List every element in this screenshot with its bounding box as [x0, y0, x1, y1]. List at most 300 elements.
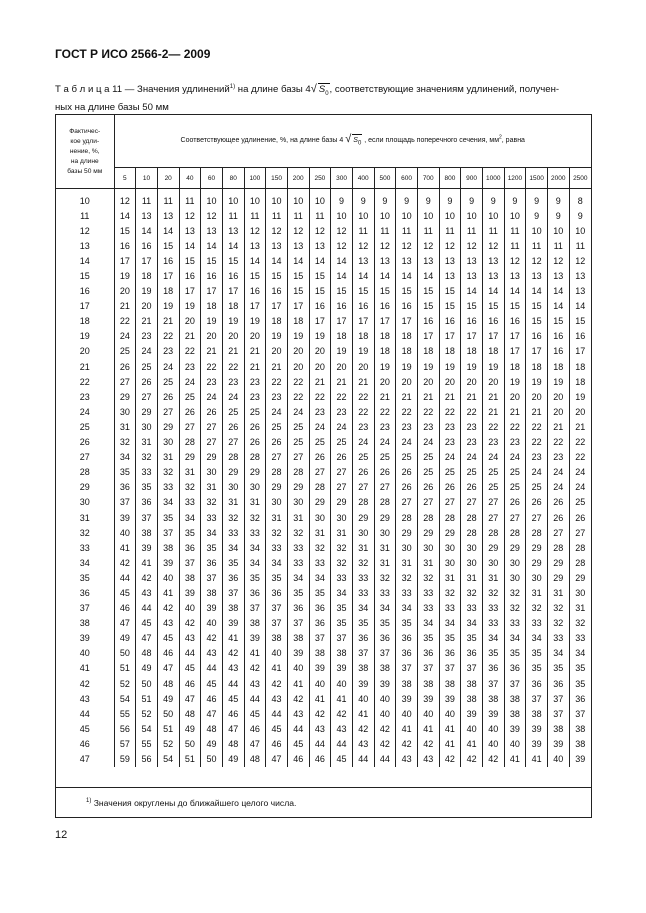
corresponding-elongation-cell: 40: [547, 751, 569, 766]
corresponding-elongation-cell: 39: [417, 691, 439, 706]
corresponding-elongation-cell: 38: [547, 721, 569, 736]
corresponding-elongation-cell: 50: [114, 646, 136, 661]
actual-elongation-cell: 33: [56, 540, 114, 555]
corresponding-elongation-cell: 20: [309, 344, 331, 359]
corresponding-elongation-cell: 32: [374, 570, 396, 585]
corresponding-elongation-cell: 30: [439, 540, 461, 555]
corresponding-elongation-cell: 11: [266, 208, 288, 223]
corresponding-elongation-cell: 10: [396, 208, 418, 223]
corresponding-elongation-cell: 11: [575, 240, 585, 251]
corresponding-elongation-cell: 15: [352, 284, 374, 299]
corresponding-elongation-cell: 14: [352, 268, 374, 283]
corresponding-elongation-cell: 12: [287, 223, 309, 238]
corresponding-elongation-cell: 33: [461, 601, 483, 616]
corresponding-elongation-cell: 25: [157, 374, 179, 389]
corresponding-elongation-cell: 40: [114, 525, 136, 540]
corresponding-elongation-cell: 48: [179, 706, 201, 721]
corresponding-elongation-cell: 23: [396, 419, 418, 434]
corresponding-elongation-cell: 10: [417, 208, 439, 223]
corresponding-elongation-cell: 27: [352, 480, 374, 495]
actual-elongation-cell: 13: [56, 238, 114, 253]
corresponding-elongation-cell: 31: [179, 465, 201, 480]
corresponding-elongation-cell: 19: [266, 329, 288, 344]
corresponding-elongation-cell: 24: [461, 450, 483, 465]
corresponding-elongation-cell: 22: [417, 404, 439, 419]
corresponding-elongation-cell: 28: [504, 525, 526, 540]
corresponding-elongation-cell: 33: [287, 555, 309, 570]
corresponding-elongation-cell: 35: [266, 570, 288, 585]
corresponding-elongation-cell: 9: [461, 193, 483, 208]
actual-elongation-cell: 17: [56, 299, 114, 314]
column-header-area-80: 80: [222, 168, 244, 189]
corresponding-elongation-cell: 24: [575, 467, 586, 478]
corresponding-elongation-cell: 41: [439, 721, 461, 736]
corresponding-elongation-cell: 11: [136, 193, 158, 208]
corresponding-elongation-cell: 29: [547, 570, 569, 585]
corresponding-elongation-cell: 25: [179, 389, 201, 404]
corresponding-elongation-cell: 40: [309, 676, 331, 691]
corresponding-elongation-cell: 10: [461, 208, 483, 223]
corresponding-elongation-cell: 15: [287, 268, 309, 283]
corresponding-elongation-cell: 30: [439, 555, 461, 570]
corresponding-elongation-cell: 25: [396, 450, 418, 465]
corresponding-elongation-cell: 25: [417, 450, 439, 465]
corresponding-elongation-cell: 22: [287, 374, 309, 389]
left-header-line: базы 50 мм: [67, 167, 103, 175]
corresponding-elongation-cell: 42: [352, 721, 374, 736]
corresponding-elongation-cell: 32: [417, 570, 439, 585]
corresponding-elongation-cell: 32: [396, 570, 418, 585]
corresponding-elongation-cell: 22: [201, 359, 223, 374]
corresponding-elongation-cell: 16: [417, 314, 439, 329]
corresponding-elongation-cell: 17: [287, 299, 309, 314]
corresponding-elongation-cell: 19: [374, 359, 396, 374]
corresponding-elongation-cell: 16: [504, 314, 526, 329]
corresponding-elongation-cell: 18: [266, 314, 288, 329]
corresponding-elongation-cell: 22: [114, 314, 136, 329]
corresponding-elongation-cell: 43: [136, 585, 158, 600]
corresponding-elongation-cell: 38: [266, 631, 288, 646]
corresponding-elongation-cell: 17: [222, 284, 244, 299]
corresponding-elongation-cell: 38: [575, 738, 586, 749]
corresponding-elongation-cell: 32: [331, 540, 353, 555]
corresponding-elongation-cell: 14: [331, 268, 353, 283]
footnote-text: Значения округлены до ближайшего целого числа.: [91, 798, 297, 808]
corresponding-elongation-cell: 16: [114, 238, 136, 253]
corresponding-elongation-cell: 9: [547, 208, 569, 223]
corresponding-elongation-cell: 21: [201, 344, 223, 359]
corresponding-elongation-cell: 21: [417, 389, 439, 404]
corresponding-elongation-cell: 24: [396, 435, 418, 450]
column-header-area-500: 500: [374, 168, 396, 189]
corresponding-elongation-cell: 32: [331, 555, 353, 570]
corresponding-elongation-cell: 17: [309, 314, 331, 329]
corresponding-elongation-cell: 19: [439, 359, 461, 374]
corresponding-elongation-cell: 14: [114, 208, 136, 223]
corresponding-elongation-cell: 30: [461, 540, 483, 555]
corresponding-elongation-cell: 15: [439, 284, 461, 299]
caption-prefix: Т а б л и ц а 11 — Значения удлинений: [55, 84, 230, 96]
corresponding-elongation-cell: 50: [201, 751, 223, 766]
corresponding-elongation-cell: 23: [201, 374, 223, 389]
corresponding-elongation-cell: 40: [352, 691, 374, 706]
corresponding-elongation-cell: 20: [287, 359, 309, 374]
corresponding-elongation-cell: 9: [482, 193, 504, 208]
corresponding-elongation-cell: 48: [222, 736, 244, 751]
corresponding-elongation-cell: 21: [114, 299, 136, 314]
corresponding-elongation-cell: 11: [309, 208, 331, 223]
corresponding-elongation-cell: 24: [526, 465, 548, 480]
corresponding-elongation-cell: 41: [461, 736, 483, 751]
corresponding-elongation-cell: 42: [482, 751, 504, 766]
corresponding-elongation-cell: 21: [461, 389, 483, 404]
corresponding-elongation-cell: 19: [504, 374, 526, 389]
corresponding-elongation-cell: 31: [547, 585, 569, 600]
corresponding-elongation-cell: 45: [157, 631, 179, 646]
corresponding-elongation-cell: 10: [547, 223, 569, 238]
corresponding-elongation-cell: 34: [547, 646, 569, 661]
table-row: [56, 601, 591, 616]
corresponding-elongation-cell: 23: [266, 389, 288, 404]
corresponding-elongation-cell: 34: [331, 585, 353, 600]
corresponding-elongation-cell: 10: [309, 193, 331, 208]
corresponding-elongation-cell: 26: [504, 495, 526, 510]
corresponding-elongation-cell: 31: [244, 495, 266, 510]
corresponding-elongation-cell: 30: [504, 555, 526, 570]
corresponding-elongation-cell: 34: [352, 601, 374, 616]
corresponding-elongation-cell: 18: [352, 329, 374, 344]
corresponding-elongation-cell: 35: [331, 616, 353, 631]
actual-elongation-cell: 26: [56, 435, 114, 450]
corresponding-elongation-cell: 34: [157, 495, 179, 510]
corresponding-elongation-cell: 37: [482, 676, 504, 691]
corresponding-elongation-cell: 24: [547, 480, 569, 495]
corresponding-elongation-cell: 45: [331, 751, 353, 766]
corresponding-elongation-cell: 20: [439, 374, 461, 389]
corresponding-elongation-cell: 28: [547, 540, 569, 555]
corresponding-elongation-cell: 35: [352, 616, 374, 631]
corresponding-elongation-cell: 27: [266, 450, 288, 465]
corresponding-elongation-cell: 35: [575, 678, 586, 689]
corresponding-elongation-cell: 38: [575, 723, 586, 734]
caption-root: $S_0$: [318, 83, 330, 100]
column-header-area-150: 150: [266, 168, 288, 189]
corresponding-elongation-cell: 37: [547, 691, 569, 706]
corresponding-elongation-cell: 16: [547, 344, 569, 359]
corresponding-elongation-cell: 28: [179, 435, 201, 450]
table-row: [56, 344, 591, 359]
corresponding-elongation-cell: 52: [136, 706, 158, 721]
corresponding-elongation-cell: 21: [157, 314, 179, 329]
table-row: [56, 223, 591, 238]
corresponding-elongation-cell: 25: [439, 465, 461, 480]
corresponding-elongation-cell: 40: [504, 736, 526, 751]
corresponding-elongation-cell: 43: [331, 721, 353, 736]
corresponding-elongation-cell: 40: [374, 691, 396, 706]
corresponding-elongation-cell: 22: [439, 404, 461, 419]
corresponding-elongation-cell: 9: [417, 193, 439, 208]
corresponding-elongation-cell: 35: [157, 510, 179, 525]
corresponding-elongation-cell: 14: [309, 253, 331, 268]
corresponding-elongation-cell: 42: [157, 601, 179, 616]
corresponding-elongation-cell: 38: [504, 691, 526, 706]
corresponding-elongation-cell: 28: [461, 510, 483, 525]
corresponding-elongation-cell: 15: [526, 299, 548, 314]
corresponding-elongation-cell: 23: [331, 404, 353, 419]
corresponding-elongation-cell: 12: [526, 253, 548, 268]
corresponding-elongation-cell: 32: [222, 510, 244, 525]
corresponding-elongation-cell: 36: [222, 570, 244, 585]
column-header-area-200: 200: [287, 168, 309, 189]
corresponding-elongation-cell: 19: [417, 359, 439, 374]
corresponding-elongation-cell: 31: [526, 585, 548, 600]
corresponding-elongation-cell: 27: [201, 419, 223, 434]
corresponding-elongation-cell: 49: [222, 751, 244, 766]
corresponding-elongation-cell: 47: [201, 706, 223, 721]
corresponding-elongation-cell: 41: [331, 691, 353, 706]
corresponding-elongation-cell: 15: [575, 316, 586, 327]
corresponding-elongation-cell: 49: [157, 691, 179, 706]
corresponding-elongation-cell: 44: [266, 706, 288, 721]
corresponding-elongation-cell: 11: [374, 223, 396, 238]
corresponding-elongation-cell: 20: [309, 359, 331, 374]
corresponding-elongation-cell: 34: [222, 540, 244, 555]
corresponding-elongation-cell: 30: [526, 570, 548, 585]
column-header-area-60: 60: [201, 168, 223, 189]
corresponding-elongation-cell: 35: [287, 585, 309, 600]
corresponding-elongation-cell: 17: [504, 329, 526, 344]
column-header-row: [56, 168, 591, 189]
corresponding-elongation-cell: 19: [287, 329, 309, 344]
corresponding-elongation-cell: 31: [374, 555, 396, 570]
table-row: [56, 585, 591, 600]
corresponding-elongation-cell: 30: [504, 570, 526, 585]
corresponding-elongation-cell: 13: [374, 253, 396, 268]
actual-elongation-cell: 47: [56, 751, 114, 766]
corresponding-elongation-cell: 46: [114, 601, 136, 616]
corresponding-elongation-cell: 55: [114, 706, 136, 721]
corresponding-elongation-cell: 34: [575, 648, 586, 659]
corresponding-elongation-cell: 30: [157, 435, 179, 450]
corresponding-elongation-cell: 42: [266, 676, 288, 691]
corresponding-elongation-cell: 16: [157, 253, 179, 268]
corresponding-elongation-cell: 41: [266, 661, 288, 676]
corresponding-elongation-cell: 22: [575, 437, 586, 448]
corresponding-elongation-cell: 27: [374, 480, 396, 495]
corresponding-elongation-cell: 11: [244, 208, 266, 223]
corresponding-elongation-cell: 31: [396, 555, 418, 570]
corresponding-elongation-cell: 27: [504, 510, 526, 525]
corresponding-elongation-cell: 25: [575, 497, 586, 508]
corresponding-elongation-cell: 21: [331, 374, 353, 389]
corresponding-elongation-cell: 36: [287, 601, 309, 616]
corresponding-elongation-cell: 17: [396, 314, 418, 329]
corresponding-elongation-cell: 9: [331, 193, 353, 208]
corresponding-elongation-cell: 21: [482, 404, 504, 419]
table-row: [56, 525, 591, 540]
actual-elongation-cell: 31: [56, 510, 114, 525]
corresponding-elongation-cell: 13: [309, 238, 331, 253]
corresponding-elongation-cell: 55: [136, 736, 158, 751]
corresponding-elongation-cell: 14: [266, 253, 288, 268]
corresponding-elongation-cell: 46: [222, 706, 244, 721]
caption-suffix: , соответствующие значениям удлинений, получен-: [329, 84, 560, 96]
corresponding-elongation-cell: 37: [374, 646, 396, 661]
corresponding-elongation-cell: 44: [352, 751, 374, 766]
corresponding-elongation-cell: 20: [526, 389, 548, 404]
actual-elongation-cell: 29: [56, 480, 114, 495]
corresponding-elongation-cell: 29: [157, 419, 179, 434]
corresponding-elongation-cell: 38: [461, 676, 483, 691]
corresponding-elongation-cell: 38: [136, 525, 158, 540]
corresponding-elongation-cell: 10: [352, 208, 374, 223]
corresponding-elongation-cell: 30: [352, 525, 374, 540]
corresponding-elongation-cell: 13: [461, 268, 483, 283]
column-header-area-1200: 1200: [504, 168, 526, 189]
corresponding-elongation-cell: 34: [461, 616, 483, 631]
main-header-cell: [114, 115, 591, 168]
corresponding-elongation-cell: 24: [374, 435, 396, 450]
corresponding-elongation-cell: 21: [526, 404, 548, 419]
corresponding-elongation-cell: 19: [157, 299, 179, 314]
corresponding-elongation-cell: 26: [575, 512, 586, 523]
corresponding-elongation-cell: 16: [222, 268, 244, 283]
corresponding-elongation-cell: 13: [417, 253, 439, 268]
table-row: [56, 676, 591, 691]
corresponding-elongation-cell: 28: [266, 465, 288, 480]
corresponding-elongation-cell: 27: [114, 374, 136, 389]
corresponding-elongation-cell: 42: [179, 616, 201, 631]
corresponding-elongation-cell: 47: [136, 631, 158, 646]
corresponding-elongation-cell: 46: [179, 676, 201, 691]
table-row: [56, 540, 591, 555]
corresponding-elongation-cell: 34: [482, 631, 504, 646]
corresponding-elongation-cell: 23: [222, 374, 244, 389]
corresponding-elongation-cell: 27: [417, 495, 439, 510]
corresponding-elongation-cell: 24: [287, 404, 309, 419]
corresponding-elongation-cell: 35: [575, 663, 586, 674]
corresponding-elongation-cell: 51: [157, 721, 179, 736]
corresponding-elongation-cell: 12: [114, 193, 136, 208]
corresponding-elongation-cell: 29: [179, 450, 201, 465]
corresponding-elongation-cell: 12: [201, 208, 223, 223]
column-header-area-100: 100: [244, 168, 266, 189]
corresponding-elongation-cell: 34: [287, 570, 309, 585]
corresponding-elongation-cell: 31: [266, 510, 288, 525]
left-header-line: кое удли-: [70, 137, 100, 145]
corresponding-elongation-cell: 17: [461, 329, 483, 344]
actual-elongation-cell: 39: [56, 631, 114, 646]
corresponding-elongation-cell: 41: [417, 721, 439, 736]
corresponding-elongation-cell: 13: [352, 253, 374, 268]
corresponding-elongation-cell: 10: [374, 208, 396, 223]
corresponding-elongation-cell: 33: [352, 585, 374, 600]
corresponding-elongation-cell: 39: [244, 631, 266, 646]
corresponding-elongation-cell: 35: [114, 465, 136, 480]
corresponding-elongation-cell: 17: [201, 284, 223, 299]
corresponding-elongation-cell: 34: [396, 601, 418, 616]
corresponding-elongation-cell: 29: [331, 495, 353, 510]
corresponding-elongation-cell: 59: [114, 751, 136, 766]
corresponding-elongation-cell: 32: [482, 585, 504, 600]
corresponding-elongation-cell: 23: [461, 419, 483, 434]
corresponding-elongation-cell: 25: [309, 435, 331, 450]
elongation-table-frame: [55, 114, 592, 818]
corresponding-elongation-cell: 42: [331, 706, 353, 721]
corresponding-elongation-cell: 29: [244, 465, 266, 480]
corresponding-elongation-cell: 25: [287, 419, 309, 434]
actual-elongation-cell: 45: [56, 721, 114, 736]
corresponding-elongation-cell: 25: [352, 450, 374, 465]
corresponding-elongation-cell: 39: [526, 736, 548, 751]
main-header-sup: 2: [499, 134, 502, 141]
corresponding-elongation-cell: 13: [439, 268, 461, 283]
corresponding-elongation-cell: 23: [244, 374, 266, 389]
corresponding-elongation-cell: 48: [244, 751, 266, 766]
corresponding-elongation-cell: 44: [222, 676, 244, 691]
corresponding-elongation-cell: 15: [287, 284, 309, 299]
corresponding-elongation-cell: 29: [374, 510, 396, 525]
corresponding-elongation-cell: 29: [266, 480, 288, 495]
corresponding-elongation-cell: 27: [396, 495, 418, 510]
corresponding-elongation-cell: 16: [575, 331, 586, 342]
corresponding-elongation-cell: 42: [374, 721, 396, 736]
corresponding-elongation-cell: 21: [504, 404, 526, 419]
column-header-area-250: 250: [309, 168, 331, 189]
corresponding-elongation-cell: 26: [331, 450, 353, 465]
corresponding-elongation-cell: 29: [417, 525, 439, 540]
corresponding-elongation-cell: 15: [222, 253, 244, 268]
corresponding-elongation-cell: 30: [331, 510, 353, 525]
corresponding-elongation-cell: 9: [547, 193, 569, 208]
corresponding-elongation-cell: 32: [136, 450, 158, 465]
left-header-line: на длине: [70, 157, 99, 165]
caption-footnote-mark: 1): [229, 84, 236, 90]
column-header-area-2000: 2000: [547, 168, 569, 189]
table-row: [56, 374, 591, 389]
corresponding-elongation-cell: 26: [266, 435, 288, 450]
corresponding-elongation-cell: 28: [309, 480, 331, 495]
corresponding-elongation-cell: 29: [547, 555, 569, 570]
corresponding-elongation-cell: 32: [504, 585, 526, 600]
corresponding-elongation-cell: 13: [201, 223, 223, 238]
corresponding-elongation-cell: 28: [461, 525, 483, 540]
corresponding-elongation-cell: 40: [482, 736, 504, 751]
corresponding-elongation-cell: 11: [482, 223, 504, 238]
corresponding-elongation-cell: 44: [136, 601, 158, 616]
corresponding-elongation-cell: 36: [396, 646, 418, 661]
corresponding-elongation-cell: 20: [417, 374, 439, 389]
footnote: [86, 798, 296, 808]
corresponding-elongation-cell: 12: [309, 223, 331, 238]
actual-elongation-cell: 34: [56, 555, 114, 570]
corresponding-elongation-cell: 10: [526, 223, 548, 238]
corresponding-elongation-cell: 12: [504, 253, 526, 268]
corresponding-elongation-cell: 47: [157, 661, 179, 676]
corresponding-elongation-cell: 27: [526, 510, 548, 525]
corresponding-elongation-cell: 9: [374, 193, 396, 208]
column-header-area-10: 10: [136, 168, 158, 189]
corresponding-elongation-cell: 14: [374, 268, 396, 283]
corresponding-elongation-cell: 16: [136, 238, 158, 253]
corresponding-elongation-cell: 26: [461, 480, 483, 495]
corresponding-elongation-cell: 24: [157, 359, 179, 374]
corresponding-elongation-cell: 23: [504, 435, 526, 450]
corresponding-elongation-cell: 21: [136, 314, 158, 329]
corresponding-elongation-cell: 36: [244, 585, 266, 600]
corresponding-elongation-cell: 23: [439, 419, 461, 434]
corresponding-elongation-cell: 33: [287, 540, 309, 555]
